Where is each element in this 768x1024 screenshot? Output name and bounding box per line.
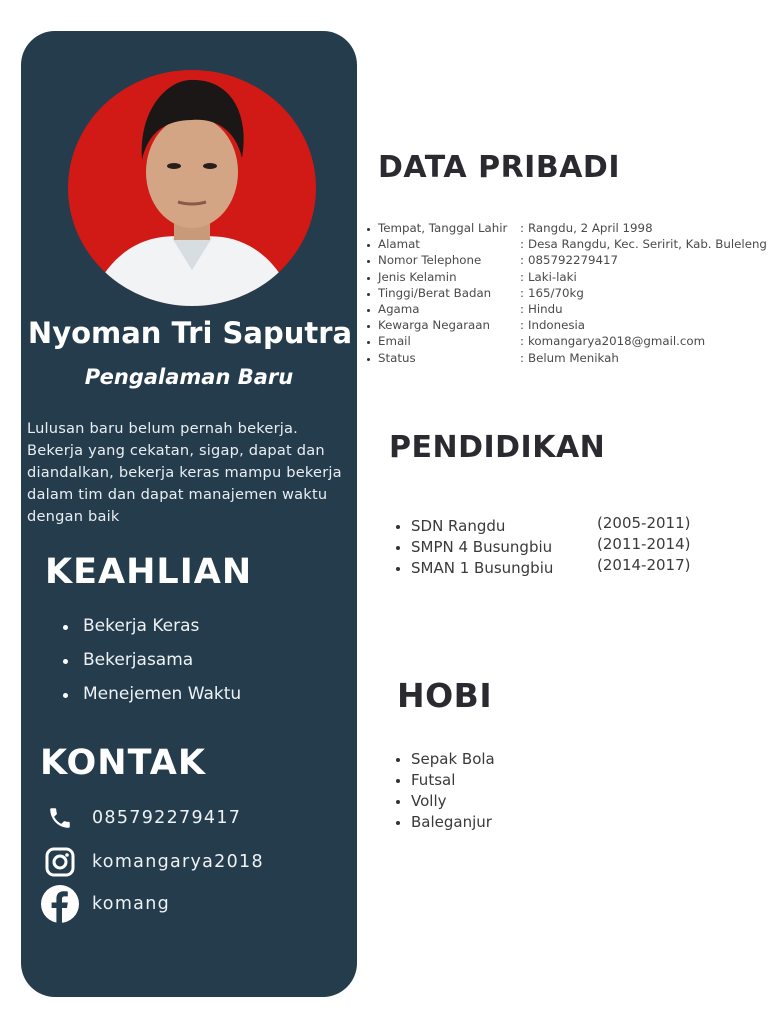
personal-data-row: Alamat : Desa Rangdu, Kec. Seririt, Kab. Buleleng: [366, 237, 767, 253]
profile-subtitle: Pengalaman Baru: [84, 365, 294, 389]
education-item: SMAN 1 Busungbiu (2014-2017): [396, 559, 690, 580]
education-list: [396, 514, 691, 580]
personal-data-row: Email : komangarya2018@gmail.com: [366, 334, 767, 350]
hobby-item: Volly: [396, 792, 495, 813]
profile-name: Nyoman Tri Saputra: [27, 316, 353, 350]
personal-data-row: Status : Belum Menikah: [366, 351, 767, 367]
personal-data-heading: DATA PRIBADI: [378, 150, 620, 185]
education-item: SDN Rangdu (2005-2011): [396, 517, 690, 538]
contact-instagram[interactable]: [40, 842, 264, 882]
personal-data-row: Nomor Telephone : 085792279417: [366, 253, 767, 269]
hobby-heading: HOBI: [397, 676, 493, 715]
hobby-item: Sepak Bola: [396, 750, 495, 771]
phone-number: 085792279417: [92, 808, 242, 828]
skill-item: Menejemen Waktu: [63, 684, 241, 718]
personal-data-row: Agama : Hindu: [366, 302, 767, 318]
phone-icon: [40, 798, 80, 838]
facebook-handle: komang: [92, 894, 170, 914]
skills-list: [63, 616, 241, 718]
education-item: SMPN 4 Busungbiu (2011-2014): [396, 538, 690, 559]
skills-heading: KEAHLIAN: [45, 552, 253, 592]
hobby-item: Baleganjur: [396, 813, 495, 834]
hobby-list: [396, 750, 495, 834]
personal-data-row: Tempat, Tanggal Lahir : Rangdu, 2 April 1998: [366, 221, 767, 237]
instagram-handle: komangarya2018: [92, 852, 264, 872]
contact-facebook[interactable]: [40, 884, 170, 924]
contact-heading: KONTAK: [40, 743, 206, 783]
skill-item: Bekerja Keras: [63, 616, 241, 650]
personal-data-row: Kewarga Negaraan : Indonesia: [366, 318, 767, 334]
instagram-icon: [40, 842, 80, 882]
profile-summary: Lulusan baru belum pernah bekerja. Bekerja yang cekatan, sigap, dapat dan diandalkan, bekerja keras mampu bekerja dalam tim dan dapat manajemen waktu dengan baik: [27, 420, 342, 525]
skill-item: Bekerjasama: [63, 650, 241, 684]
personal-data-list: [366, 221, 767, 367]
profile-photo: [68, 70, 316, 306]
facebook-icon: [40, 884, 80, 924]
personal-data-row: Tinggi/Berat Badan : 165/70kg: [366, 286, 767, 302]
hobby-item: Futsal: [396, 771, 495, 792]
personal-data-row: Jenis Kelamin : Laki-laki: [366, 270, 767, 286]
education-heading: PENDIDIKAN: [389, 430, 606, 465]
contact-phone[interactable]: [40, 798, 241, 838]
